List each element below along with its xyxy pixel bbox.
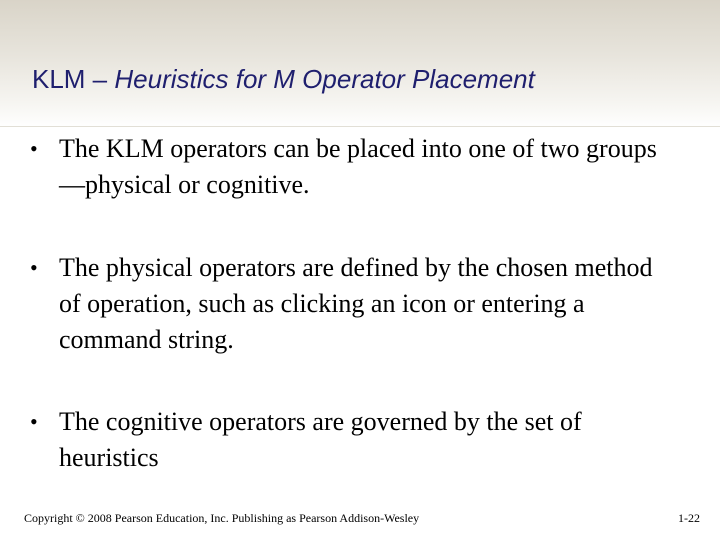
bullet-item xyxy=(30,404,680,476)
bullet-text: The physical operators are defined by the chosen method of operation, such as clicking an icon or entering a command string. xyxy=(59,253,653,354)
bullet-item xyxy=(30,131,680,203)
bullet-text: The cognitive operators are governed by the set of heuristics xyxy=(59,407,582,472)
copyright-footer: Copyright © 2008 Pearson Education, Inc. Publishing as Pearson Addison-Wesley xyxy=(24,511,420,525)
title-italic: Heuristics for M Operator Placement xyxy=(114,64,535,94)
bullet-text: The KLM operators can be placed into one of two groups—physical or cognitive. xyxy=(59,134,657,199)
bullet-glyph: • xyxy=(30,409,38,434)
title-prefix: KLM – xyxy=(32,64,115,94)
page-number: 1-22 xyxy=(678,511,700,525)
header-divider xyxy=(0,126,720,127)
bullet-item xyxy=(30,250,680,358)
slide-title xyxy=(32,62,692,96)
bullet-glyph: • xyxy=(30,255,38,280)
bullet-glyph: • xyxy=(30,136,38,161)
